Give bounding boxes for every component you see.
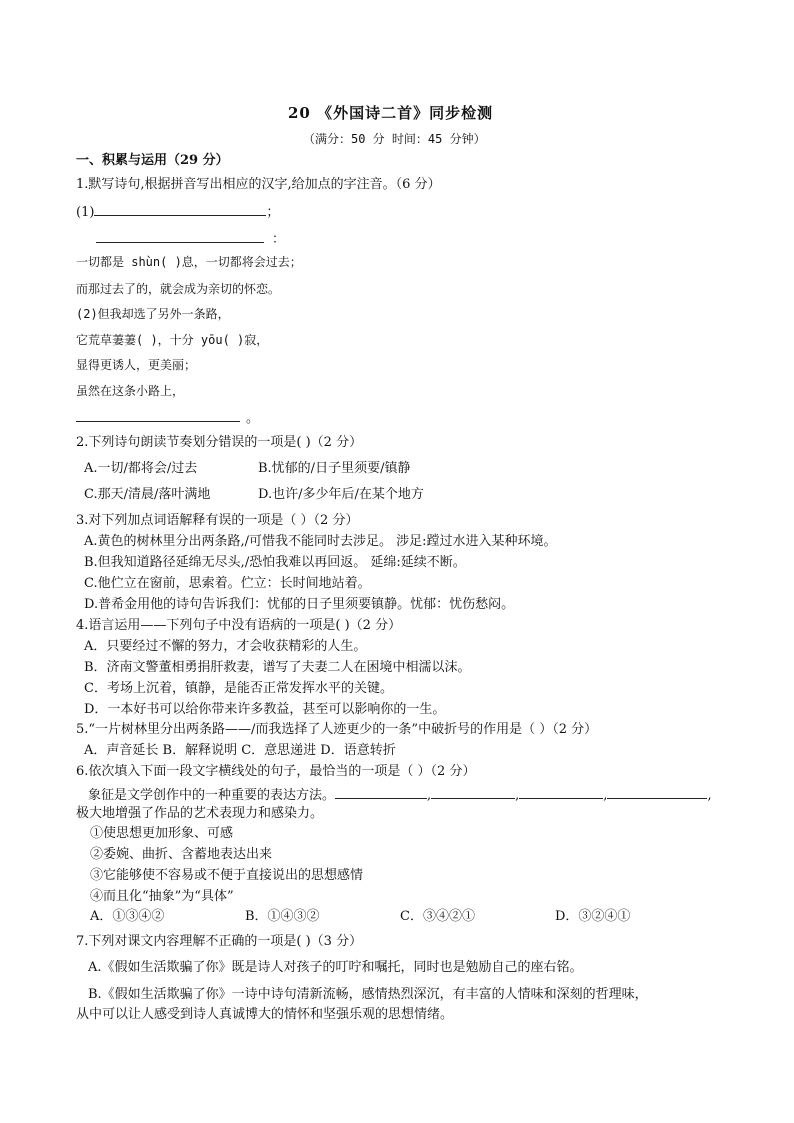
answer-blank[interactable] (519, 785, 603, 799)
poem-line: 虽然在这条小路上， (76, 384, 185, 398)
q1-fill-line-3 (76, 408, 259, 428)
q4-option-c: C．考场上沉着，镇静，是能否正常发挥水平的关键。 (84, 681, 393, 696)
q6-option-d: D．③②④① (555, 909, 631, 924)
answer-blank[interactable] (607, 785, 707, 799)
q6-option-a: A．①③④② (90, 909, 165, 924)
q1-line1-end: ； (266, 205, 280, 220)
answer-blank[interactable] (76, 408, 240, 422)
q7-stem: 7.下列对课文内容理解不正确的一项是( )（3 分） (76, 934, 363, 949)
q6-item: ①使思想更加形象、可感 (90, 826, 234, 841)
q4-option-a: A．只要经过不懈的努力，才会收获精彩的人生。 (84, 639, 367, 654)
q2-stem: 2.下列诗句朗读节奏划分错误的一项是( )（2 分） (76, 435, 363, 450)
q3-option-b: B.但我知道路径延绵无尽头,/恐怕我难以再回返。 延绵:延续不断。 (84, 555, 466, 570)
q7-option-b-cont: 从中可以让人感受到诗人真诚博大的情怀和坚强乐观的思想情绪。 (76, 1007, 454, 1022)
q2-option-c: C.那天/清晨/落叶满地 (84, 487, 211, 502)
q3-stem: 3.对下列加点词语解释有误的一项是（ ）（2 分） (76, 513, 359, 528)
q2-option-d: D.也许/多少年后/在某个地方 (258, 487, 424, 502)
page-subtitle: （满分：50 分 时间：45 分钟） (303, 132, 486, 146)
q7-option-b: B.《假如生活欺骗了你》一诗中诗句清新流畅，感情热烈深沉，有丰富的人情味和深刻的哲理味， (88, 987, 648, 1002)
poem-line: 一切都是 shùn( )息，一切都将会过去； (76, 255, 302, 269)
q1-fill-line-1 (76, 202, 279, 222)
q7-option-a: A.《假如生活欺骗了你》既是诗人对孩子的叮咛和嘱托，同时也是勉励自己的座右铭。 (88, 960, 583, 975)
poem-line: 而那过去了的，就会成为亲切的怀恋。 (76, 282, 281, 296)
poem-line: (2)但我却选了另外一条路， (76, 307, 230, 321)
q6-item: ②委婉、曲折、含蓄地表达出来 (90, 847, 273, 862)
q2-option-b: B.忧郁的/日子里须要/镇静 (258, 461, 411, 476)
q6-para-text: 象征是文学创作中的一种重要的表达方法。 (88, 788, 336, 803)
poem-line: 显得更诱人，更美丽； (76, 358, 197, 372)
q2-option-a: A.一切/都将会/过去 (84, 461, 198, 476)
q6-stem: 6.依次填入下面一段文字横线处的句子，最恰当的一项是（ ）（2 分） (76, 764, 476, 779)
q1-line3-end: 。 (246, 411, 260, 426)
answer-blank[interactable] (335, 785, 427, 799)
poem-line: 它荒草萋萋( )，十分 yōu( )寂， (76, 333, 269, 347)
answer-blank[interactable] (94, 202, 266, 216)
q6-item: ③它能够使不容易或不便于直接说出的思想感情 (90, 868, 364, 883)
q6-item: ④而且化“抽象”为“具体” (90, 889, 234, 904)
q1-stem: 1.默写诗句,根据拼音写出相应的汉字,给加点的字注音。（6 分） (76, 177, 441, 192)
q4-option-b: B．济南文警董相勇捐肝救妻，谱写了夫妻二人在困境中相濡以沫。 (84, 660, 471, 675)
page-title: 20 《外国诗二首》同步检测 (288, 104, 494, 122)
q3-option-a: A.黄色的树林里分出两条路,/可惜我不能同时去涉足。 涉足:蹚过水进入某种环境。 (84, 534, 557, 549)
q4-option-d: D．一本好书可以给你带来许多教益，甚至可以影响你的一生。 (84, 702, 446, 717)
q5-options: A．声音延长 B．解释说明 C．意思递进 D．语意转折 (84, 743, 396, 758)
q4-stem: 4.语言运用——下列句子中没有语病的一项是( )（2 分） (76, 618, 402, 633)
q1-fill-line-2 (96, 229, 285, 249)
answer-blank[interactable] (96, 229, 264, 243)
q6-option-b: B．①④③② (245, 909, 320, 924)
q1-part1-label: (1) (76, 205, 95, 220)
q5-stem: 5.“一片树林里分出两条路——/而我选择了人迹更少的一条”中破折号的作用是（ ）（2 分） (76, 722, 598, 737)
q6-paragraph-line-2: 极大地增强了作品的艺术表现力和感染力。 (76, 806, 324, 821)
answer-blank[interactable] (431, 785, 515, 799)
q6-paragraph-line-1: 象征是文学创作中的一种重要的表达方法。 , , , , (88, 785, 712, 805)
q3-option-c: C.他伫立在窗前，思索着。伫立：长时间地站着。 (84, 576, 371, 591)
section-heading: 一、积累与运用（29 分） (76, 153, 229, 168)
q3-option-d: D.普希金用他的诗句告诉我们：忧郁的日子里须要镇静。忧郁：忧伤愁闷。 (84, 597, 515, 612)
q1-line2-end: ： (272, 232, 286, 247)
q6-option-c: C．③④②① (400, 909, 475, 924)
